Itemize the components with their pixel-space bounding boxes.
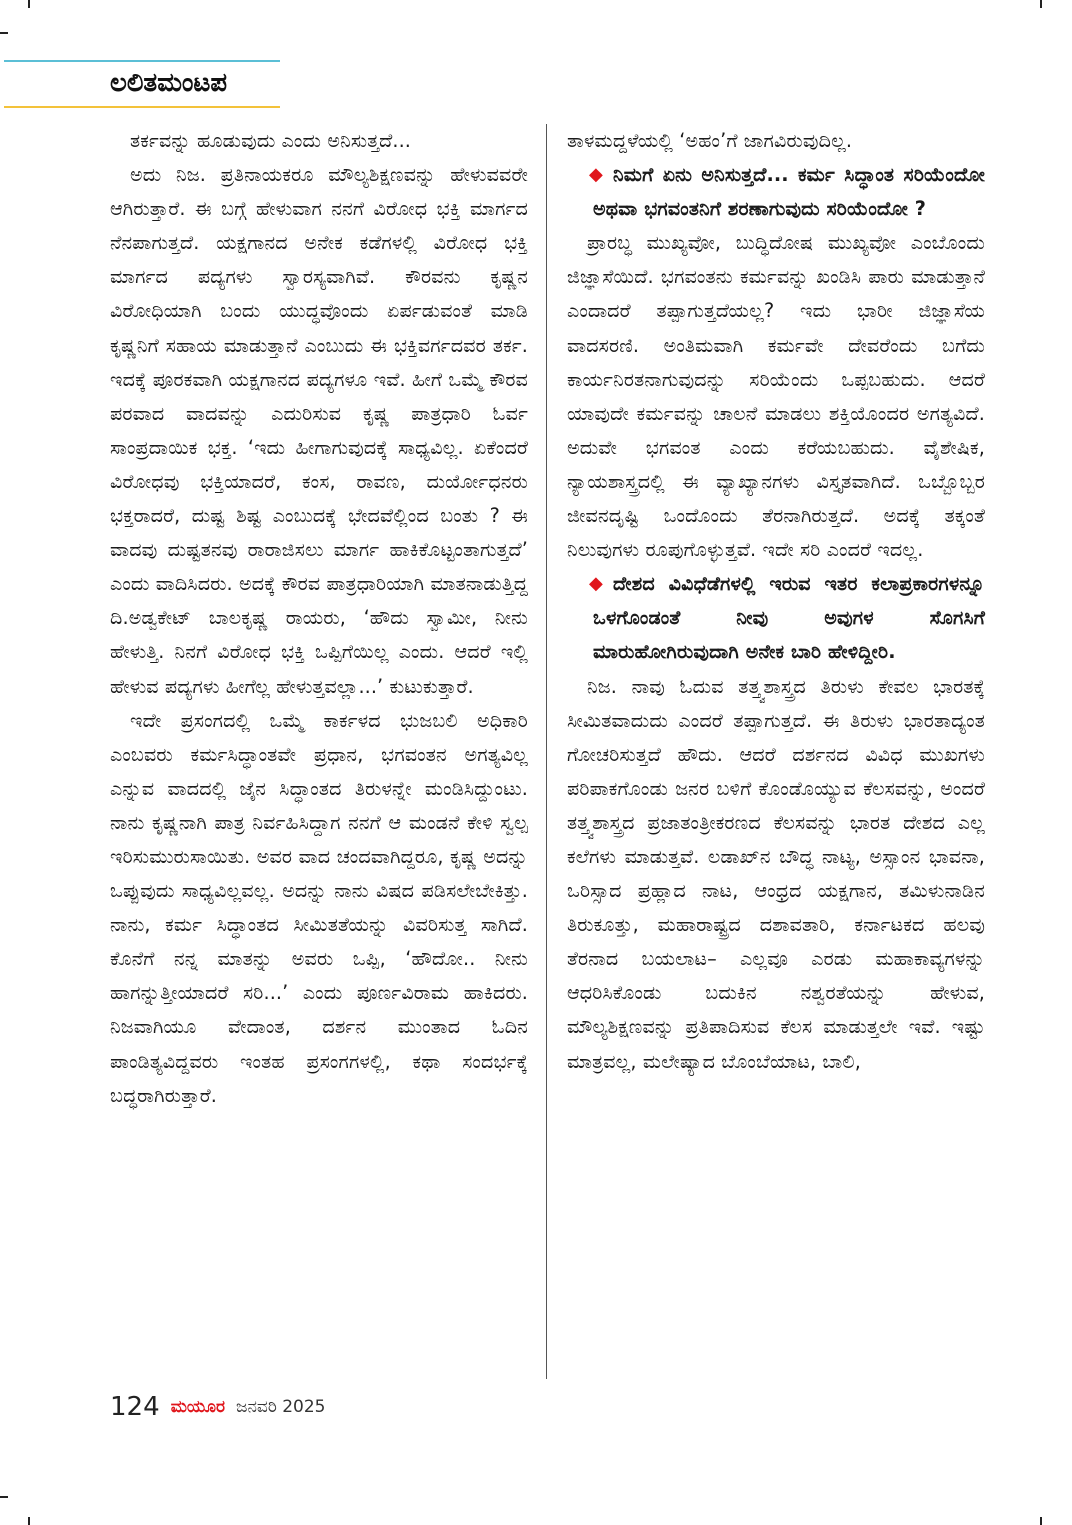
issue-date: ಜನವರಿ 2025 (236, 1397, 326, 1417)
interview-question (567, 567, 985, 669)
question-text: ದೇಶದ ವಿವಿಧೆಡೆಗಳಲ್ಲಿ ಇರುವ ಇತರ ಕಲಾಪ್ರಕಾರಗಳನ್ನೂ ಒಳಗೊಂಡಂತೆ ನೀವು ಅವುಗಳ ಸೊಗಸಿಗೆ ಮಾರುಹೋಗಿರುವುದಾಗಿ ಅನೇಕ ಬಾರಿ ಹೇಳಿದ್ದೀರಿ. (593, 572, 985, 664)
article-column-right (567, 124, 985, 1079)
question-text: ನಿಮಗೆ ಏನು ಅನಿಸುತ್ತದೆ... ಕರ್ಮ ಸಿದ್ಧಾಂತ ಸರಿಯೆಂದೋ ಅಥವಾ ಭಗವಂತನಿಗೆ ಶರಣಾಗುವುದು ಸರಿಯೆಂದೋ ? (593, 163, 985, 221)
header-rule-top (4, 60, 280, 62)
paragraph: ತರ್ಕವನ್ನು ಹೂಡುವುದು ಎಂದು ಅನಿಸುತ್ತದೆ... (130, 129, 411, 152)
paragraph: ತಾಳಮದ್ದಳೆಯಲ್ಲಿ ‘ಅಹಂ’ಗೆ ಜಾಗವಿರುವುದಿಲ್ಲ. (567, 129, 853, 152)
magazine-logo: ಮಯೂರ (170, 1397, 225, 1417)
page-number: 124 (110, 1392, 160, 1422)
crop-mark (0, 1496, 8, 1498)
paragraph: ನಿಜ. ನಾವು ಓದುವ ತತ್ತ್ವಶಾಸ್ತ್ರದ ತಿರುಳು ಕೇವಲ ಭಾರತಕ್ಕೆ ಸೀಮಿತವಾದುದು ಎಂದರೆ ತಪ್ಪಾಗುತ್ತದೆ. ಈ ತಿರುಳು ಭಾರತಾದ್ಯಂತ ಗೋಚರಿಸುತ್ತದೆ ಹೌದು. ಆದರೆ ದರ್ಶನದ ವಿವಿಧ ಮುಖಗಳು ಪರಿಪಾಕಗೊಂಡು ಜನರ ಬಳಿಗೆ ಕೊಂಡೊಯ್ಯುವ ಕೆಲಸವನ್ನು, ಅಂದರೆ ತತ್ತ್ವಶಾಸ್ತ್ರದ ಪ್ರಜಾತಂತ್ರೀಕರಣದ ಕೆಲಸವನ್ನು ಭಾರತ ದೇಶದ ಎಲ್ಲ ಕಲೆಗಳು ಮಾಡುತ್ತವೆ. ಲಡಾಖ್‌ನ ಬೌದ್ಧ ನಾಟ್ಯ, ಅಸ್ಸಾಂನ ಭಾವನಾ, ಒರಿಸ್ಸಾದ ಪ್ರಹ್ಲಾದ ನಾಟ, ಆಂಧ್ರದ ಯಕ್ಷಗಾನ, ತಮಿಳುನಾಡಿನ ತಿರುಕೂತ್ತು, ಮಹಾರಾಷ್ಟ್ರದ ದಶಾವತಾರಿ, ಕರ್ನಾಟಕದ ಹಲವು ತೆರನಾದ ಬಯಲಾಟ– ಎಲ್ಲವೂ ಎರಡು ಮಹಾಕಾವ್ಯಗಳನ್ನು ಆಧರಿಸಿಕೊಂಡು ಬದುಕಿನ ನಶ್ವರತೆಯನ್ನು ಹೇಳುವ, ಮೌಲ್ಯಶಿಕ್ಷಣವನ್ನು ಪ್ರತಿಪಾದಿಸುವ ಕೆಲಸ ಮಾಡುತ್ತಲೇ ಇವೆ. ಇಷ್ಟು ಮಾತ್ರವಲ್ಲ, ಮಲೇಷ್ಯಾದ ಬೊಂಬೆಯಾಟ, ಬಾಲಿ, (567, 674, 985, 1073)
page-footer (110, 1392, 325, 1428)
header-rule-bottom (4, 106, 280, 108)
crop-mark (28, 1517, 30, 1525)
column-divider (546, 124, 547, 1379)
crop-mark (1040, 1517, 1042, 1525)
crop-mark (1040, 0, 1042, 8)
section-header (0, 56, 282, 110)
paragraph: ಅದು ನಿಜ. ಪ್ರತಿನಾಯಕರೂ ಮೌಲ್ಯಶಿಕ್ಷಣವನ್ನು ಹೇಳುವವರೇ ಆಗಿರುತ್ತಾರೆ. ಈ ಬಗ್ಗೆ ಹೇಳುವಾಗ ನನಗೆ ವಿರೋಧ ಭಕ್ತಿ ಮಾರ್ಗದ ನೆನಪಾಗುತ್ತದೆ. ಯಕ್ಷಗಾನದ ಅನೇಕ ಕಡೆಗಳಲ್ಲಿ ವಿರೋಧ ಭಕ್ತಿ ಮಾರ್ಗದ ಪದ್ಯಗಳು ಸ್ವಾರಸ್ಯವಾಗಿವೆ. ಕೌರವನು ಕೃಷ್ಣನ ವಿರೋಧಿಯಾಗಿ ಬಂದು ಯುದ್ಧವೊಂದು ಏರ್ಪಡುವಂತೆ ಮಾಡಿ ಕೃಷ್ಣನಿಗೆ ಸಹಾಯ ಮಾಡುತ್ತಾನೆ ಎಂಬುದು ಈ ಭಕ್ತಿವರ್ಗದವರ ತರ್ಕ. ಇದಕ್ಕೆ ಪೂರಕವಾಗಿ ಯಕ್ಷಗಾನದ ಪದ್ಯಗಳೂ ಇವೆ. ಹೀಗೆ ಒಮ್ಮೆ ಕೌರವ ಪರವಾದ ವಾದವನ್ನು ಎದುರಿಸುವ ಕೃಷ್ಣ ಪಾತ್ರಧಾರಿ ಓರ್ವ ಸಾಂಪ್ರದಾಯಿಕ ಭಕ್ತ. ‘ಇದು ಹೀಗಾಗುವುದಕ್ಕೆ ಸಾಧ್ಯವಿಲ್ಲ. ಏಕೆಂದರೆ ವಿರೋಧವು ಭಕ್ತಿಯಾದರೆ, ಕಂಸ, ರಾವಣ, ದುರ್ಯೋಧನರು ಭಕ್ತರಾದರೆ, ದುಷ್ಟ ಶಿಷ್ಟ ಎಂಬುದಕ್ಕೆ ಭೇದವೆಲ್ಲಿಂದ ಬಂತು ? ಈ ವಾದವು ದುಷ್ಟತನವು ರಾರಾಜಿಸಲು ಮಾರ್ಗ ಹಾಕಿಕೊಟ್ಟಂತಾಗುತ್ತದೆ’ ಎಂದು ವಾದಿಸಿದರು. ಅದಕ್ಕೆ ಕೌರವ ಪಾತ್ರಧಾರಿಯಾಗಿ ಮಾತನಾಡುತ್ತಿದ್ದ ದಿ.ಅಡ್ವಕೇಟ್ ಬಾಲಕೃಷ್ಣ ರಾಯರು, ‘ಹೌದು ಸ್ವಾಮೀ, ನೀನು ಹೇಳುತ್ತಿ. ನಿನಗೆ ವಿರೋಧ ಭಕ್ತಿ ಒಪ್ಪಿಗೆಯಿಲ್ಲ ಎಂದು. ಆದರೆ ಇಲ್ಲಿ ಹೇಳುವ ಪದ್ಯಗಳು ಹೀಗೆಲ್ಲ ಹೇಳುತ್ತವಲ್ಲಾ...’ ಕುಟುಕುತ್ತಾರೆ. (110, 163, 528, 698)
diamond-bullet-icon: ◆ (589, 164, 603, 186)
article-column-left (110, 124, 528, 1113)
paragraph: ಪ್ರಾರಬ್ಧ ಮುಖ್ಯವೋ, ಬುದ್ಧಿದೋಷ ಮುಖ್ಯವೋ ಎಂಬೊಂದು ಜಿಜ್ಞಾಸೆಯಿದೆ. ಭಗವಂತನು ಕರ್ಮವನ್ನು ಖಂಡಿಸಿ ಪಾರು ಮಾಡುತ್ತಾನೆ ಎಂದಾದರೆ ತಪ್ಪಾಗುತ್ತದೆಯಲ್ಲ? ಇದು ಭಾರೀ ಜಿಜ್ಞಾಸೆಯ ವಾದಸರಣಿ. ಅಂತಿಮವಾಗಿ ಕರ್ಮವೇ ದೇವರೆಂದು ಬಗೆದು ಕಾರ್ಯನಿರತನಾಗುವುದನ್ನು ಸರಿಯೆಂದು ಒಪ್ಪಬಹುದು. ಆದರೆ ಯಾವುದೇ ಕರ್ಮವನ್ನು ಚಾಲನೆ ಮಾಡಲು ಶಕ್ತಿಯೊಂದರ ಅಗತ್ಯವಿದೆ. ಅದುವೇ ಭಗವಂತ ಎಂದು ಕರೆಯಬಹುದು. ವೈಶೇಷಿಕ, ನ್ಯಾಯಶಾಸ್ತ್ರದಲ್ಲಿ ಈ ವ್ಯಾಖ್ಯಾನಗಳು ವಿಸ್ತೃತವಾಗಿದೆ. ಒಬ್ಬೊಬ್ಬರ ಜೀವನದೃಷ್ಟಿ ಒಂದೊಂದು ತೆರನಾಗಿರುತ್ತದೆ. ಅದಕ್ಕೆ ತಕ್ಕಂತೆ ನಿಲುವುಗಳು ರೂಪುಗೊಳ್ಳುತ್ತವೆ. ಇದೇ ಸರಿ ಎಂದರೆ ಇದಲ್ಲ. (567, 231, 985, 562)
crop-mark (0, 32, 8, 34)
interview-question (567, 158, 985, 226)
paragraph: ಇದೇ ಪ್ರಸಂಗದಲ್ಲಿ ಒಮ್ಮೆ ಕಾರ್ಕಳದ ಭುಜಬಲಿ ಅಧಿಕಾರಿ ಎಂಬವರು ಕರ್ಮಸಿದ್ಧಾಂತವೇ ಪ್ರಧಾನ, ಭಗವಂತನ ಅಗತ್ಯವಿಲ್ಲ ಎನ್ನುವ ವಾದದಲ್ಲಿ ಜೈನ ಸಿದ್ಧಾಂತದ ತಿರುಳನ್ನೇ ಮಂಡಿಸಿದ್ದುಂಟು. ನಾನು ಕೃಷ್ಣನಾಗಿ ಪಾತ್ರ ನಿರ್ವಹಿಸಿದ್ದಾಗ ನನಗೆ ಆ ಮಂಡನೆ ಕೇಳಿ ಸ್ವಲ್ಪ ಇರಿಸುಮುರುಸಾಯಿತು. ಅವರ ವಾದ ಚಂದವಾಗಿದ್ದರೂ, ಕೃಷ್ಣ ಅದನ್ನು ಒಪ್ಪುವುದು ಸಾಧ್ಯವಿಲ್ಲವಲ್ಲ. ಅದನ್ನು ನಾನು ವಿಷದ ಪಡಿಸಲೇಬೇಕಿತ್ತು. ನಾನು, ಕರ್ಮ ಸಿದ್ಧಾಂತದ ಸೀಮಿತತೆಯನ್ನು ವಿವರಿಸುತ್ತ ಸಾಗಿದೆ. ಕೊನೆಗೆ ನನ್ನ ಮಾತನ್ನು ಅವರು ಒಪ್ಪಿ, ‘ಹೌದೋ.. ನೀನು ಹಾಗನ್ನುತ್ತೀಯಾದರೆ ಸರಿ...’ ಎಂದು ಪೂರ್ಣವಿರಾಮ ಹಾಕಿದರು. ನಿಜವಾಗಿಯೂ ವೇದಾಂತ, ದರ್ಶನ ಮುಂತಾದ ಓದಿನ ಪಾಂಡಿತ್ಯವಿದ್ದವರು ಇಂತಹ ಪ್ರಸಂಗಗಳಲ್ಲಿ, ಕಥಾ ಸಂದರ್ಭಕ್ಕೆ ಬದ್ಧರಾಗಿರುತ್ತಾರೆ. (110, 708, 528, 1107)
diamond-bullet-icon: ◆ (589, 573, 603, 595)
crop-mark (28, 0, 30, 8)
section-title: ಲಲಿತಮಂಟಪ (110, 68, 228, 98)
